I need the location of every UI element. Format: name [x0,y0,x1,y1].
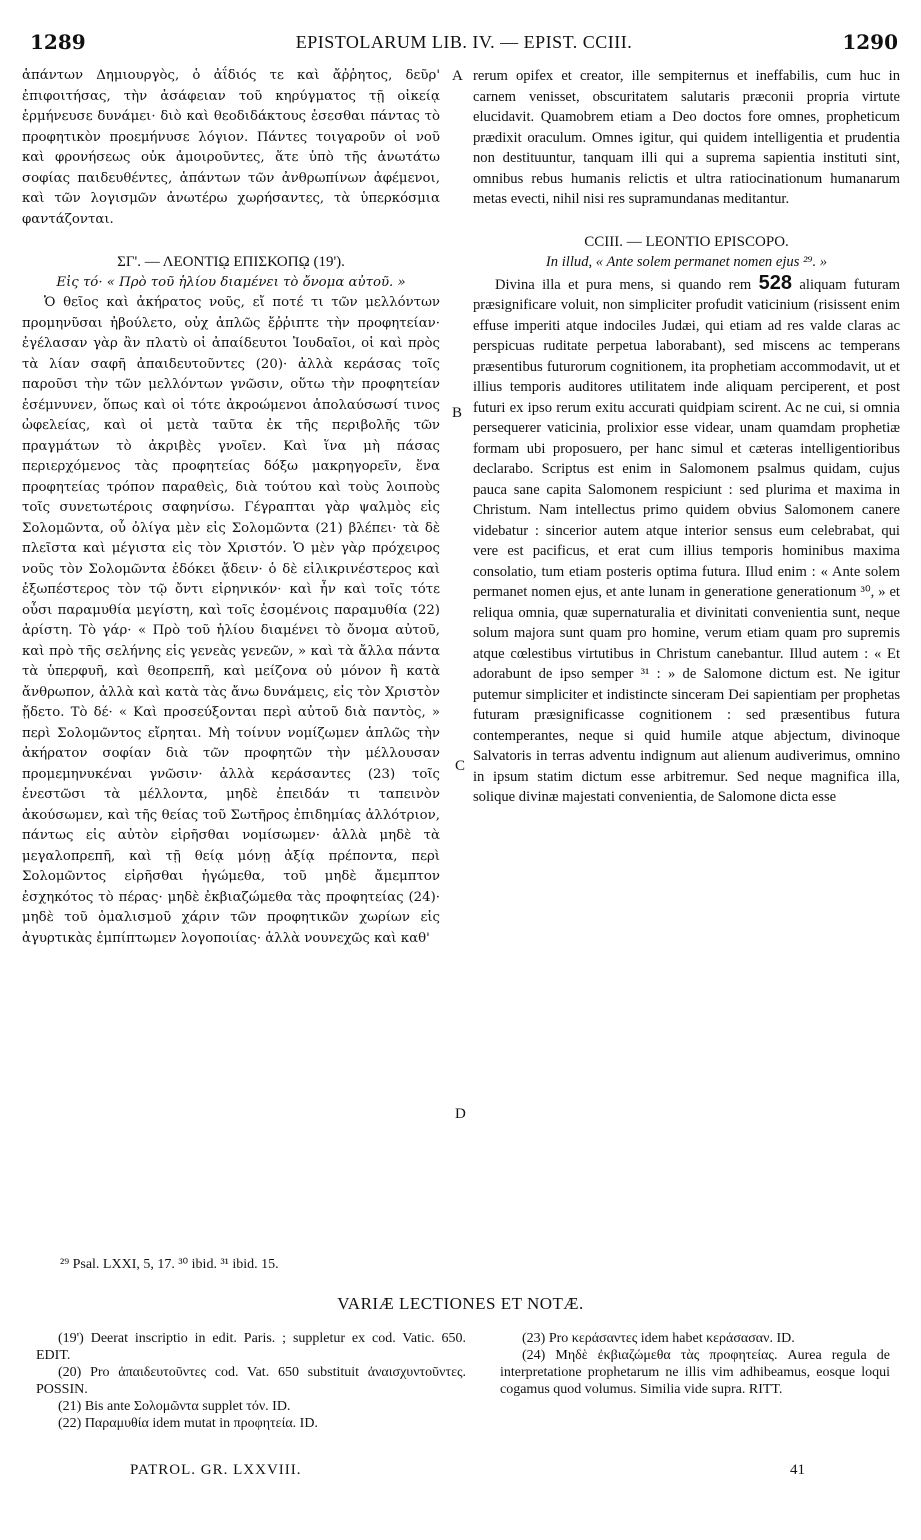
column-number: 528 [758,271,793,294]
greek-letter-subheading: Εἰς τό· « Πρὸ τοῦ ἡλίου διαμένει τὸ ὄνομα αὐτοῦ. » [56,274,406,290]
footer-volume: PATROL. GR. LXXVIII. [130,1462,302,1478]
note-21: (21) Bis ante Σολομῶντα supplet τόν. ID. [58,1399,291,1414]
latin-body-rest: aliquam futuram præsignificare voluit, non simpliciter profudit vaticinium (risissent enim effuse imperiti atque indociles Judæi, qui etiam ad res valde claras ac perspicuas ruditate perpetua laborabant), sed miscens ac temperans præsentibus futurorum cognitionem, ita prophetiam accommodavit, ut et illius temporis auditores utilitatem inde aliquam perciperent, et post futuri ex ipso rerum exitu accurati quidpiam scirent. Ac ne cui, si omnia persequerer vaticinia, prolixior esse videar, unam quamdam prophetiæ formam ubi proposuero, per hanc simul et cæteras intelligentioribus declarabo. Scriptus est enim in Salomonem psalmus quidam, cujus pauca sane capita Salomonem respiciunt : sed plurima et maxima in Christum. Nam intellectus primo quidem obvius Salomonem canere videbatur : sincerior autem atque interior sensus eum celebrabat, qui vere est pacificus, et erat cum illius temporis hominibus maxima consolatio, tum etiam posteris optima futura. Illud enim : « Ante solem permanet nomen ejus, et ante lunam in generatione generationum ³⁰, » et reliqua omnia, quæ supernaturalia et divinitati convenientia sunt, neque solum majora sunt quam pro homine, verum etiam quam pro supremis atque cœlestibus virtutibus in Christum canebantur. Illud autem : « Et adorabunt de ipso semper ³¹ : » de Salomone dictum est. Ne igitur putemur simpliciter et indistincte sinceram Dei sapientiam per prophetas futuram præsignificasse cognitionem : sed præsentibus futura contemperantes, neque si quid humile atque abjectum, divinoque Salvatoris in terras adventu indignum aut alienum audiverimus, omnino in ipsum statim dictum esse arbitremur. Sed neque magnifica illa, solique divinæ majestati convenientia, de Salomone dicta esse [473,276,900,805]
note-22: (22) Παραμυθία idem mutat in προφητεία. ID. [58,1416,318,1431]
right-page-number: 1290 [842,30,898,54]
greek-letter-body: Ὁ θεῖος καὶ ἀκήρατος νοῦς, εἴ ποτέ τι τῶν μελλόντων προμηνῦσαι ἠβούλετο, οὐχ ἁπλῶς ἔῤῥιπτε τὴν προφητείαν· ἐγέλασαν γὰρ ἂν πλατὺ οἱ ἀπαίδευτοι Ἰουδαῖοι, οἱ καὶ πρὸς τὰ λίαν σαφῆ ἀπαιδευτοῦντες (20)· ἀλλὰ κεράσας τοῖς παροῦσι τὴν τῶν μελλόντων γνῶσιν, οὕτω τὴν προφητείαν ἐσέμνυνεν, ὅπως καὶ οἱ τότε ἀκροώμενοι ἀπολαύσωσί τινος ὠφελείας, καὶ οἱ μετὰ ταῦτα ἐκ τῆς περιβολῆς τῶν πραγμάτων τὸ ἀκριβὲς γνοῖεν. Καὶ ἵνα μὴ πάσας περιερχόμενος τὰς προφητείας δόξω μακρηγορεῖν, ἕνα προφητείας τρόπον παραθεὶς, διὰ τούτου καὶ τοὺς λοιποὺς τοῖς συνετωτέροις σαφηνίσω. Γέγραπται γὰρ ψαλμὸς εἰς Σολομῶντα, οὗ ὀλίγα μὲν εἰς Σολομῶντα (21) βλέπει· τὰ δὲ πλεῖστα καὶ μέγιστα εἰς τὸν Χριστόν. Ὁ μὲν γὰρ πρόχειρος νοῦς τὸν Σολομῶντα ἐδόκει ᾄδειν· ὁ δὲ εἰλικρινέστερος καὶ ἐξωπέστερος τὸν τῷ ὄντι εἰρηνικόν· καὶ ἦν καὶ τοῖς τότε οὖσι παραμυθία μεγίστη, καὶ τοῖς ἐσομένοις παραμυθία (22) ἀρίστη. Τὸ γάρ· « Πρὸ τοῦ ἡλίου διαμένει τὸ ὄνομα αὐτοῦ, καὶ πρὸ τῆς σελήνης εἰς γενεὰς γενεῶν, » καὶ τὰ ἄλλα πάντα τὰ ὑπερφυῆ, καὶ θεοπρεπῆ, καὶ μείζονα οὐ μόνον ἢ κατὰ ἄνθρωπον, ἀλλὰ καὶ κατὰ τὰς ἄνω δυνάμεις, εἰς τὸν Χριστὸν ᾔδετο. Τὸ δέ· « Καὶ προσεύξονται περὶ αὐτοῦ διὰ παντὸς, » περὶ Σολομῶντος εἴρηται. Μὴ τοίνυν νομίζωμεν ἁπλῶς τὴν ἀκήρατον σοφίαν διὰ τῶν προφητῶν τὴν μέλλουσαν προμεμηνυκέναι γνῶσιν· ἀλλὰ κεράσαντες (23) τοῖς ἐνεστῶσι τὰ μέλλοντα, μηδὲ ἐπειδάν τι ταπεινὸν ἀκούσωμεν, καὶ τῆς θείας τοῦ Σωτῆρος ἐπιδημίας ἀλλότριον, πάντως εἰς αὐτὸν εἰρῆσθαι νομίσωμεν· ἀλλὰ μηδὲ τὰ μεγαλοπρεπῆ, καὶ τῇ θείᾳ μόνῃ ἀξίᾳ πρέποντα, περὶ Σολομῶντος εἰρῆσθαι ἡγώμεθα, τοῦ μηδὲ ἄμεμπτον ἐσχηκότος τὸ πέρας· μηδὲ ἐκβιαζώμεθα τὰς προφητείας (24)· μηδὲ τοῦ ὁμαλισμοῦ χάριν τῶν προφητικῶν χωρίων εἰς ἀγυρτικὰς ἐμπίπτωμεν λογοποιίας· ἀλλὰ νουνεχῶς καὶ καθ' [22,295,440,946]
greek-column [22,66,440,949]
latin-column [473,66,900,808]
scripture-footnotes: ²⁹ Psal. LXXI, 5, 17. ³⁰ ibid. ³¹ ibid. 15. [60,1257,279,1272]
variae-heading: VARIÆ LECTIONES ET NOTÆ. [337,1294,584,1313]
margin-letter-c: C [455,758,466,774]
greek-previous-letter: ἁπάντων Δημιουργὸς, ὁ ἀΐδιός τε καὶ ἄῤῥητος, δεῦρ' ἐπιφοιτήσας, τὴν ἀσάφειαν τοῦ κηρύγματος τῇ οἰκείᾳ ἑρμήνευσε δυνάμει· διὸ καὶ θεοδιδάκτους ἐσεσθαι πάντας τὸ προφητικὸν προεμήνυσε λόγιον. Πάντες τοιγαροῦν οἱ νοῦ καὶ φρονήσεως οὐκ ἀμοιροῦντες, ἅτε ὑπὸ τῆς ἀνωτάτω σοφίας παιδευθέντες, ἁπάντων τῶν ἀνθρωπίνων ἀφέμενοι, καὶ τῶν λογισμῶν ἀνωτέρω χωρήσαντες, τὰ ὑπερκόσμια φαντάζονται. [22,68,440,227]
latin-letter-subheading: In illud, « Ante solem permanet nomen ejus ²⁹. » [545,254,828,270]
margin-letter-b: B [452,405,463,421]
footer-signature: 41 [790,1462,805,1478]
greek-letter-heading: ΣΓ'. — ΛΕΟΝΤΙῼ ΕΠΙΣΚΟΠῼ (19'). [117,254,345,270]
latin-letter-body [473,273,900,808]
running-title: EPISTOLARUM LIB. IV. — EPIST. CCIII. [295,32,633,52]
notes-left-column [36,1330,466,1432]
latin-previous-letter: rerum opifex et creator, ille sempiternus et ineffabilis, cum huc in carnem venisset, obscuritatem salutaris præconii propria virtute elucidavit. Quamobrem etiam a Deo doctos fore omnes, propheticum prædixit oraculum. Omnes igitur, qui quidem intelligentia et prudentia non destituuntur, tanquam illi qui a suprema sapientia instituti sint, omnibus rebus humanis relictis et ultra ratiocinationum humanarum metas evecti, nihil nisi res supramundanas meditantur. [473,68,900,207]
note-24: (24) Μηδὲ ἐκβιαζώμεθα τὰς προφητείας. Aurea regula de interpretatione prophetarum ne illis vim adhibeamus, eosque loqui cogamus quod volumus. Similia vide supra. RITT. [500,1348,890,1397]
margin-letter-a: A [452,68,463,84]
note-23: (23) Pro κεράσαντες idem habet κεράσασαν. ID. [522,1331,795,1346]
latin-body-start: Divina illa et pura mens, si quando rem [495,276,752,293]
left-page-number: 1289 [30,30,86,54]
note-19: (19') Deerat inscriptio in edit. Paris. ; suppletur ex cod. Vatic. 650. EDIT. [36,1331,466,1363]
margin-letter-d: D [455,1106,466,1122]
note-20: (20) Pro ἀπαιδευτοῦντες cod. Vat. 650 substituit ἀναισχυντοῦντες. POSSIN. [36,1365,466,1397]
page-header [30,30,898,60]
latin-letter-heading: CCIII. — LEONTIO EPISCOPO. [584,233,789,250]
notes-right-column [500,1330,890,1398]
